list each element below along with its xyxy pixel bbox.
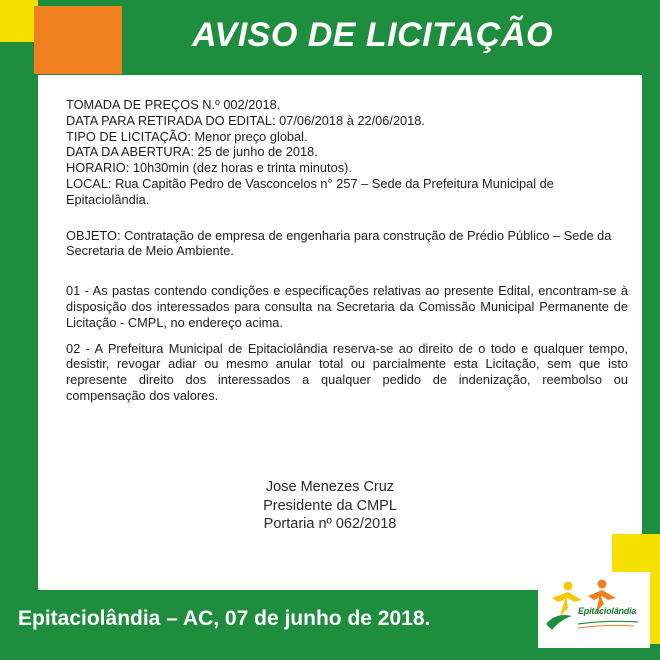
notice-line: TOMADA DE PREÇOS N.º 002/2018. [66,97,281,112]
right-green-border [642,0,660,590]
notice-line: DATA PARA RETIRADA DO EDITAL: 07/06/2018 à 22/06/2018. [66,112,425,128]
notice-header-lines [66,97,628,208]
notice-line: LOCAL: Rua Capitão Pedro de Vasconcelos n° 257 – Sede da Prefeitura Municipal de [66,175,554,191]
item-02-paragraph: 02 - A Prefeitura Municipal de Epitaciolândia reserva-se ao direito de o todo e qualquer tempo, desistir, revogar adiar ou mesmo anular total ou parcialmente esta Licitação, sem que isto represente direito dos interessados a qualquer pedido de indenização, reembolso ou compensação dos valores. [66,340,628,403]
orange-decor-block [34,6,122,74]
notice-line: DATA DA ABERTURA: 25 de junho de 2018. [66,144,318,160]
objeto-paragraph: OBJETO: Contratação de empresa de engenharia para construção de Prédio Público – Sede da Secretaria de Meio Ambiente. [66,227,612,259]
signature-portaria: Portaria nº 062/2018 [263,516,397,532]
yellow-decor-block [0,0,38,42]
item-01-paragraph: 01 - As pastas contendo condições e especificações relativas ao presente Edital, encontram-se à disposição dos interessados para consulta na Secretaria da Comissão Municipal Permanente de Licitação - CMPL, no endereço acima. [66,283,628,330]
notice-body [66,97,628,404]
notice-line: TIPO DE LICITAÇÃO: Menor preço global. [66,128,308,144]
footer-place-date: Epitaciolândia – AC, 07 de junho de 2018. [18,607,431,630]
signature-block [210,478,450,534]
municipality-logo [538,572,650,648]
notice-line: HORARIO: 10h30min (dez horas e trinta minutos). [66,160,352,176]
left-green-border [0,0,38,590]
signature-name: Jose Menezes Cruz [265,479,395,495]
page-title: AVISO DE LICITAÇÃO [192,16,553,54]
signature-role: Presidente da CMPL [263,497,397,514]
logo-text: Epitaciolândia [578,606,637,616]
notice-line: Epitaciolândia. [66,191,150,207]
